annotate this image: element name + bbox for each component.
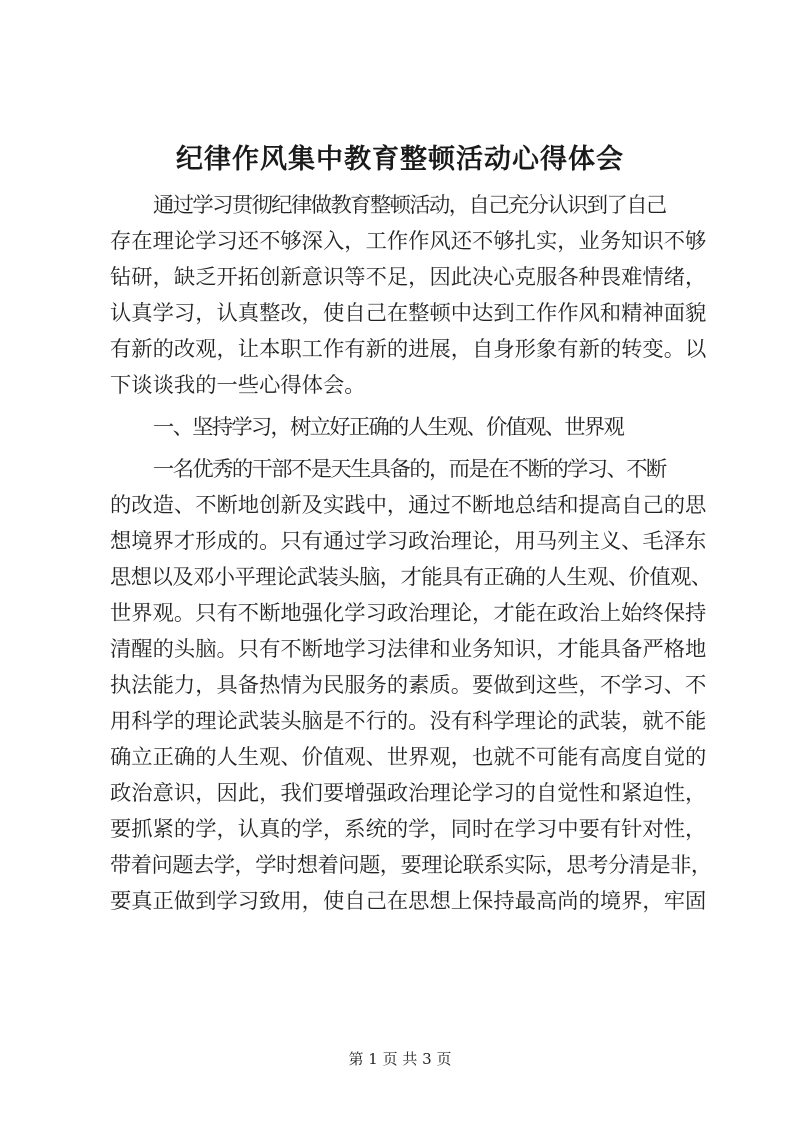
paragraph-2-line-2: 的改造、不断地创新及实践中，通过不断地总结和提高自己的思 [110, 493, 707, 518]
paragraph-2-line-6: 清醒的头脑。只有不断地学习法律和业务知识，才能具备严格地 [110, 637, 707, 662]
paragraph-1-line-5: 有新的改观，让本职工作有新的进展，自身形象有新的转变。以 [110, 337, 707, 362]
paragraph-1-line-3: 钻研，缺乏开拓创新意识等不足，因此决心克服各种畏难情绪， [110, 265, 707, 290]
paragraph-2-line-5: 世界观。只有不断地强化学习政治理论，才能在政治上始终保持 [110, 601, 707, 626]
paragraph-1-line-4: 认真学习，认真整改，使自己在整顿中达到工作作风和精神面貌 [110, 301, 707, 326]
paragraph-2-line-10: 政治意识，因此，我们要增强政治理论学习的自觉性和紧迫性， [110, 781, 707, 806]
document-title: 纪律作风集中教育整顿活动心得体会 [176, 144, 624, 175]
paragraph-2-line-12: 带着问题去学，学时想着问题，要理论联系实际，思考分清是非， [110, 853, 712, 878]
paragraph-1-line-1: 通过学习贯彻纪律做教育整顿活动，自己充分认识到了自己 [153, 193, 666, 218]
paragraph-2-line-13: 要真正做到学习致用，使自己在思想上保持最高尚的境界，牢固 [110, 889, 707, 914]
paragraph-2-line-7: 执法能力，具备热情为民服务的素质。要做到这些，不学习、不 [110, 673, 707, 698]
paragraph-2-line-11: 要抓紧的学，认真的学，系统的学，同时在学习中要有针对性， [110, 817, 707, 842]
paragraph-2-line-1: 一名优秀的干部不是天生具备的，而是在不断的学习、不断 [153, 457, 666, 482]
paragraph-2-line-8: 用科学的理论武装头脑是不行的。没有科学理论的武装，就不能 [110, 709, 707, 734]
paragraph-2-line-4: 思想以及邓小平理论武装头脑，才能具有正确的人生观、价值观、 [110, 565, 712, 590]
paragraph-1-line-2: 存在理论学习还不够深入，工作作风还不够扎实，业务知识不够 [110, 229, 707, 254]
page-footer: 第 1 页 共 3 页 [348, 1050, 452, 1068]
paragraph-2-line-3: 想境界才形成的。只有通过学习政治理论，用马列主义、毛泽东 [110, 529, 707, 554]
section-heading-1: 一、坚持学习，树立好正确的人生观、价值观、世界观 [153, 415, 624, 440]
paragraph-1-line-6: 下谈谈我的一些心得体会。 [110, 373, 366, 398]
paragraph-2-line-9: 确立正确的人生观、价值观、世界观，也就不可能有高度自觉的 [110, 745, 707, 770]
